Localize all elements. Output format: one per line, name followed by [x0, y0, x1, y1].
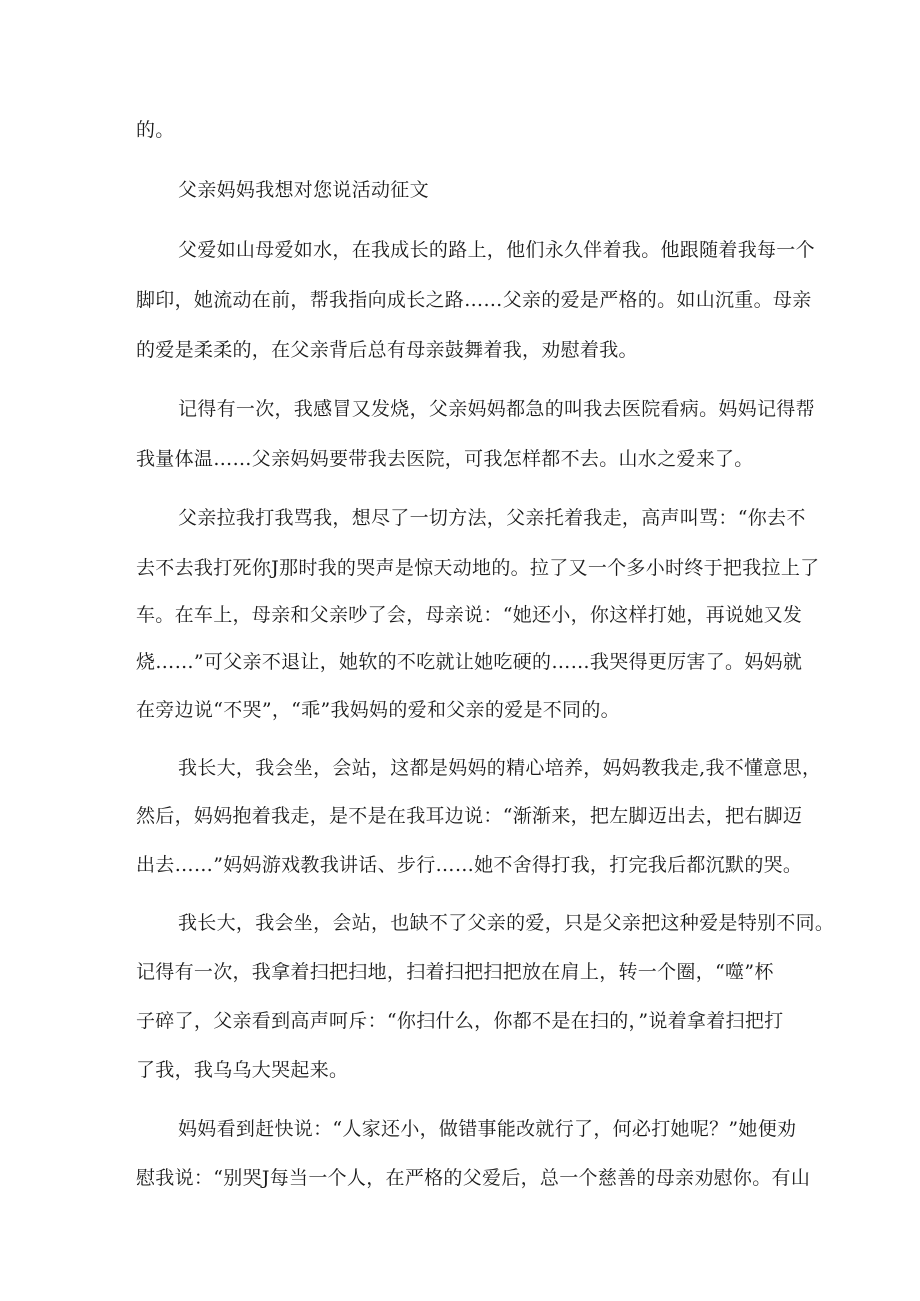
- text-line: 父亲拉我打我骂我，想尽了一切方法，父亲托着我走，高声叫骂：“你去不: [178, 507, 806, 529]
- text-line: 父爱如山母爱如水，在我成长的路上，他们永久伴着我。他跟随着我每一个: [178, 239, 815, 261]
- text-line: 然后，妈妈抱着我走，是不是在我耳边说：“渐渐来，把左脚迈出去，把右脚迈: [136, 805, 803, 827]
- text-line: 出去……”妈妈游戏教我讲话、步行……她不舍得打我，打完我后都沉默的哭。: [136, 854, 803, 876]
- text-line: 了我，我乌乌大哭起来。: [136, 1059, 349, 1081]
- text-line: 烧……”可父亲不退让，她软的不吃就让她吃硬的……我哭得更厉害了。妈妈就: [136, 651, 803, 673]
- text-line: 妈妈看到赶快说：“人家还小，做错事能改就行了，何必打她呢？”她便劝: [178, 1118, 797, 1140]
- text-line: 车。在车上，母亲和父亲吵了会，母亲说：“她还小，你这样打她，再说她又发: [136, 604, 803, 626]
- text-line: 我长大，我会坐，会站，这都是妈妈的精心培养，妈妈教我走,我不懂意思，: [178, 757, 822, 779]
- text-line: 脚印，她流动在前，帮我指向成长之路……父亲的爱是严格的。如山沉重。母亲: [136, 289, 812, 311]
- text-line: 去不去我打死你J那时我的哭声是惊天动地的。拉了又一个多小时终于把我拉上了: [136, 557, 820, 579]
- text-line: 记得有一次，我感冒又发烧，父亲妈妈都急的叫我去医院看病。妈妈记得帮: [178, 398, 815, 420]
- section-title: 父亲妈妈我想对您说活动征文: [178, 179, 429, 201]
- text-line: 我长大，我会坐，会站，也缺不了父亲的爱，只是父亲把这种爱是特别不同。: [178, 912, 835, 934]
- text-line: 子碎了，父亲看到高声呵斥：“你扫什么，你都不是在扫的，”说着拿着扫把打: [136, 1010, 784, 1032]
- text-line: 记得有一次，我拿着扫把扫地，扫着扫把扫把放在肩上，转一个圈，“噬”杯: [136, 961, 774, 983]
- text-line: 我量体温……父亲妈妈要带我去医院，可我怎样都不去。山水之爱来了。: [136, 448, 754, 470]
- text-line: 慰我说：“别哭J每当一个人，在严格的父爱后，总一个慈善的母亲劝慰你。有山: [136, 1167, 811, 1189]
- text-line: 在旁边说“不哭”，“乖”我妈妈的爱和父亲的爱是不同的。: [136, 699, 620, 721]
- text-line: 的。: [136, 119, 175, 141]
- text-line: 的爱是柔柔的，在父亲背后总有母亲鼓舞着我，劝慰着我。: [136, 339, 638, 361]
